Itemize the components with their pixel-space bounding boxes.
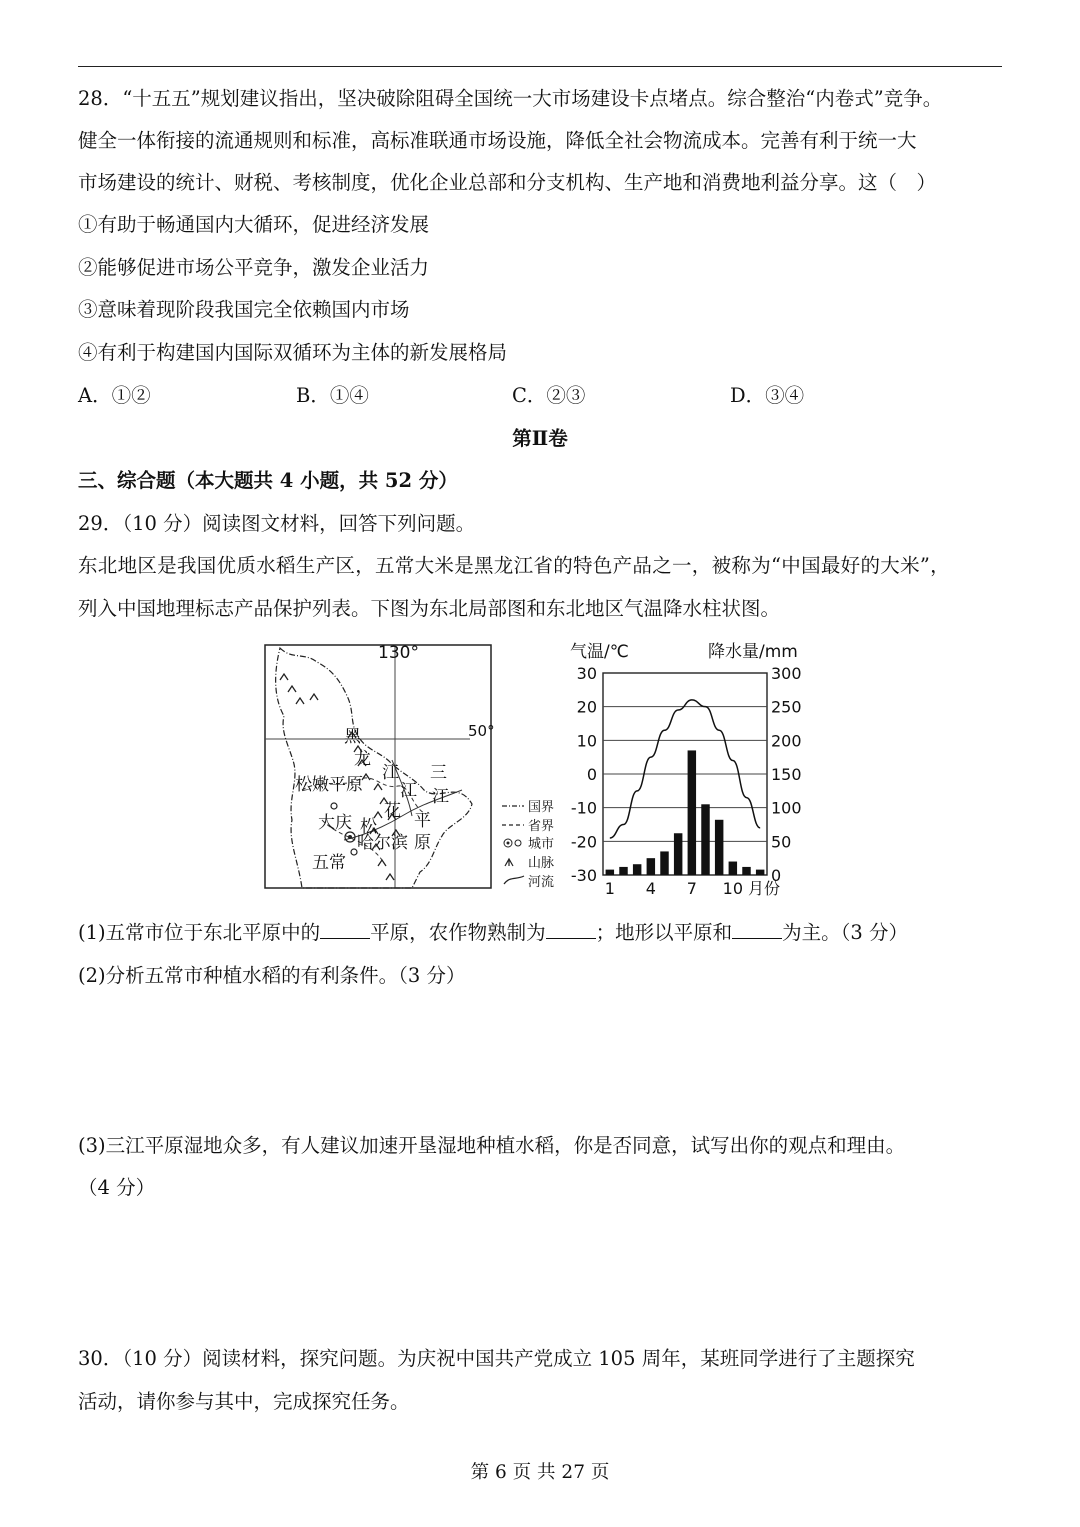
- legend-label-mountain: 山脉: [528, 856, 555, 871]
- climate-chart: [570, 642, 802, 898]
- q28-item-4: ④有利于构建国内国际双循环为主体的新发展格局: [78, 341, 508, 364]
- precipitation-bar: [606, 870, 614, 875]
- section-title: 三、综合题（本大题共 4 小题，共 52 分）: [78, 469, 458, 492]
- legend-label-province: 省界: [528, 819, 555, 834]
- temperature-curve: [610, 700, 760, 838]
- map-label-harbin: 哈尔滨: [357, 833, 408, 853]
- answer-blank-plain[interactable]: [320, 920, 370, 939]
- legend-label-river: 河流: [528, 875, 555, 890]
- precipitation-tick-label: 100: [771, 798, 802, 818]
- precipitation-bar: [756, 870, 764, 875]
- q28-line-3: 市场建设的统计、财税、考核制度，优化企业总部和分支机构、生产地和消费地利益分享。这（ ）: [78, 171, 937, 194]
- q28-option-d[interactable]: D．③④: [730, 384, 805, 407]
- meridian-label: 130°: [378, 643, 419, 663]
- precipitation-bar: [701, 804, 709, 875]
- month-tick-label: 4: [645, 879, 656, 898]
- northeast-map: [265, 643, 495, 888]
- precipitation-axis-label: 降水量/mm: [708, 642, 798, 662]
- temperature-tick-label: -30: [570, 866, 597, 885]
- map-label-long: 龙: [354, 749, 371, 769]
- month-tick-label: 10: [722, 879, 744, 898]
- q29-stem: 29．（10 分）阅读图文材料，回答下列问题。: [78, 512, 476, 535]
- figure-map-and-climate-chart: [262, 640, 817, 900]
- precipitation-bar: [660, 851, 668, 875]
- q28-option-a[interactable]: A．①②: [78, 384, 151, 407]
- q29-sub1: [78, 920, 908, 946]
- precipitation-tick-label: 200: [771, 731, 802, 751]
- q29-sub1-part-a: (1)五常市位于东北平原中的: [78, 921, 321, 944]
- q30-line-1: 30．（10 分）阅读材料，探究问题。为庆祝中国共产党成立 105 周年，某班同学进行了主题探究: [78, 1347, 915, 1370]
- map-label-sanjiang-4: 原: [414, 833, 431, 853]
- precipitation-tick-label: 300: [771, 664, 802, 683]
- month-tick-label: 7: [686, 879, 697, 898]
- q28-line-2: 健全一体衔接的流通规则和标准，高标准联通市场设施，降低全社会物流成本。完善有利于统一大: [78, 129, 917, 152]
- q29-material-1: 东北地区是我国优质水稻生产区，五常大米是黑龙江省的特色产品之一，被称为“中国最好的大米”，: [78, 554, 950, 577]
- legend-mountain-symbol: [505, 859, 513, 866]
- q29-sub3-line-2: （4 分）: [78, 1176, 156, 1199]
- part-title: 第Ⅱ卷: [512, 427, 568, 450]
- page-footer: 第 6 页 共 27 页: [470, 1462, 610, 1483]
- precipitation-bar: [729, 862, 737, 875]
- q29-material-2: 列入中国地理标志产品保护列表。下图为东北局部图和东北地区气温降水柱状图。: [78, 597, 781, 620]
- precipitation-bar: [633, 864, 641, 875]
- q28-item-1: ①有助于畅通国内大循环，促进经济发展: [78, 213, 430, 236]
- x-axis-label: 月份: [748, 879, 781, 898]
- map-label-sanjiang-1: 三: [430, 763, 447, 783]
- harbin-city-dot: [348, 835, 352, 839]
- month-tick-label: 1: [604, 879, 615, 898]
- map-label-song: 松: [360, 817, 377, 837]
- top-rule: [78, 66, 1002, 67]
- precipitation-tick-label: 50: [771, 832, 792, 852]
- temperature-tick-label: -20: [570, 832, 597, 852]
- temperature-tick-label: -10: [570, 798, 597, 818]
- parallel-label: 50°: [468, 722, 495, 740]
- q29-sub1-part-d: 为主。（3 分）: [782, 921, 909, 944]
- precipitation-bar: [715, 820, 723, 875]
- map-legend: [502, 800, 554, 890]
- q28-option-c[interactable]: C．②③: [512, 384, 586, 407]
- temperature-tick-label: 0: [586, 765, 597, 784]
- q30-line-2: 活动，请你参与其中，完成探究任务。: [78, 1390, 410, 1413]
- legend-label-city: 城市: [528, 837, 555, 852]
- map-label-sanjiang-3: 平: [414, 811, 431, 831]
- precipitation-bar: [688, 750, 696, 875]
- precipitation-bar: [619, 867, 627, 875]
- precipitation-bar: [647, 858, 655, 875]
- q28-option-b[interactable]: B．①④: [296, 384, 369, 407]
- map-label-hua: 花: [384, 801, 401, 821]
- map-label-jiang-2: 江: [400, 781, 417, 801]
- map-label-jiang: 江: [382, 763, 399, 783]
- q28-line-1: 28．“十五五”规划建议指出，坚决破除阻碍全国统一大市场建设卡点堵点。综合整治“内卷式”竞争。: [78, 87, 943, 110]
- map-label-daqing: 大庆: [318, 813, 352, 833]
- precipitation-tick-label: 250: [771, 697, 802, 717]
- q29-sub1-part-c: ；地形以平原和: [595, 921, 733, 944]
- q29-sub3-line-1: (3)三江平原湿地众多，有人建议加速开垦湿地种植水稻，你是否同意，试写出你的观点和理由。: [78, 1134, 906, 1157]
- temperature-tick-label: 30: [576, 664, 597, 683]
- map-label-songnen-plain: 松嫩平原: [295, 775, 363, 795]
- map-label-wuchang: 五常: [312, 853, 346, 873]
- map-label-hei: 黑: [344, 727, 361, 747]
- daqing-city-dot: [331, 803, 337, 809]
- legend-label-border: 国界: [528, 800, 555, 815]
- precipitation-tick-label: 150: [771, 765, 802, 784]
- map-label-sanjiang-2: 江: [432, 787, 449, 807]
- precipitation-bar: [742, 867, 750, 875]
- precipitation-tick-label: 0: [771, 866, 782, 885]
- temperature-tick-label: 20: [576, 697, 597, 717]
- answer-blank-cropping[interactable]: [546, 920, 596, 939]
- q29-sub1-part-b: 平原，农作物熟制为: [370, 921, 546, 944]
- q28-item-2: ②能够促进市场公平竞争，激发企业活力: [78, 256, 430, 279]
- temperature-tick-label: 10: [576, 731, 597, 751]
- temperature-axis-label: 气温/℃: [570, 642, 629, 662]
- legend-river-symbol: [504, 876, 524, 884]
- q29-sub2: (2)分析五常市种植水稻的有利条件。（3 分）: [78, 964, 466, 987]
- precipitation-bar: [674, 833, 682, 875]
- answer-blank-terrain[interactable]: [732, 920, 782, 939]
- q28-item-3: ③意味着现阶段我国完全依赖国内市场: [78, 298, 410, 321]
